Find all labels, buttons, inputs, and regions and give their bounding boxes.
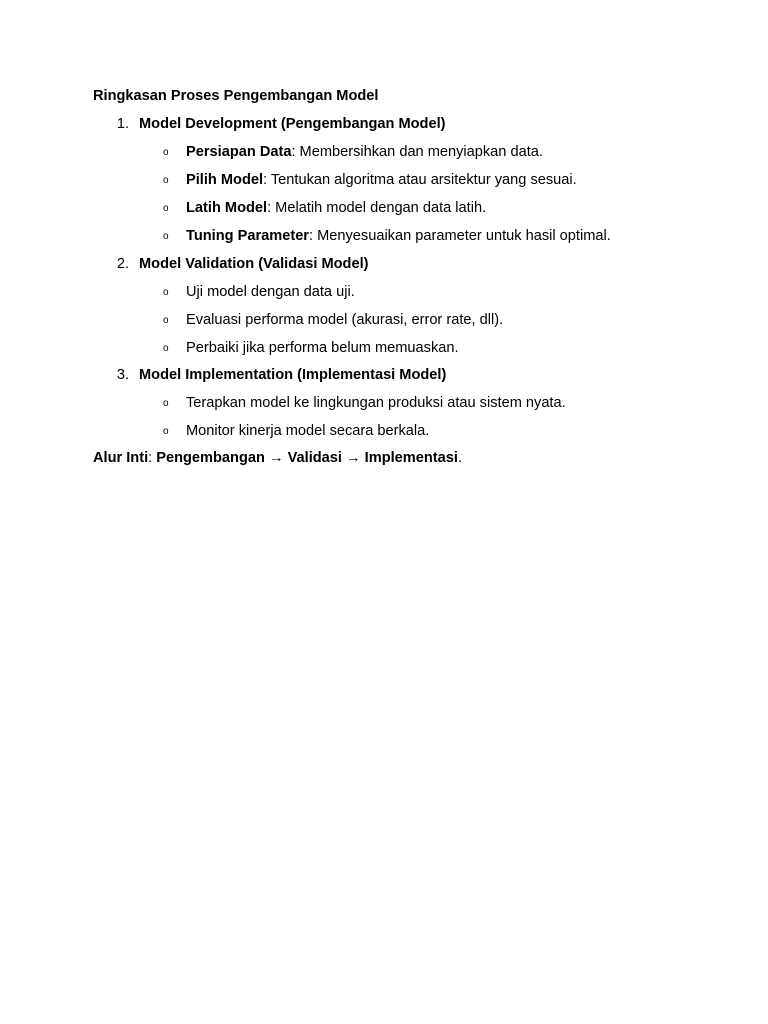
section-heading: Model Validation (Validasi Model) [139,256,369,272]
item-term: Tuning Parameter [186,228,309,244]
bullet-icon: o [163,147,169,158]
list-item [186,227,611,245]
item-term: Pilih Model [186,172,264,188]
item-description: : Melatih model dengan data latih. [267,200,487,216]
item-description: : Tentukan algoritma atau arsitektur yang sesuai. [263,172,577,188]
list-item [186,171,577,189]
item-description: : Menyesuaikan parameter untuk hasil optimal. [309,228,611,244]
item-term: Persiapan Data [186,144,292,160]
list-item: Monitor kinerja model secara berkala. [186,423,430,439]
item-description: : Membersihkan dan menyiapkan data. [291,144,543,160]
bullet-icon: o [163,426,169,437]
bullet-icon: o [163,398,169,409]
bullet-icon: o [163,231,169,242]
summary-separator: : [148,450,157,466]
list-item: Uji model dengan data uji. [186,284,355,300]
section-number: 2. [116,256,129,272]
section-heading: Model Implementation (Implementasi Model) [139,367,447,383]
bullet-icon: o [163,315,169,326]
section-heading: Model Development (Pengembangan Model) [139,116,446,132]
list-item [186,143,543,161]
section-number: 3. [116,367,129,383]
summary-line [93,449,462,467]
section-number: 1. [116,116,129,132]
bullet-icon: o [163,343,169,354]
bullet-icon: o [163,203,169,214]
bullet-icon: o [163,175,169,186]
bullet-icon: o [163,287,169,298]
list-item: Evaluasi performa model (akurasi, error rate, dll). [186,312,504,328]
document-title: Ringkasan Proses Pengembangan Model [93,88,379,104]
summary-label: Alur Inti [93,450,149,466]
summary-flow: Pengembangan → Validasi → Implementasi [156,450,458,466]
list-item [186,199,486,217]
list-item: Terapkan model ke lingkungan produksi atau sistem nyata. [186,395,566,411]
summary-end: . [457,450,463,466]
list-item: Perbaiki jika performa belum memuaskan. [186,340,459,356]
item-term: Latih Model [186,200,268,216]
